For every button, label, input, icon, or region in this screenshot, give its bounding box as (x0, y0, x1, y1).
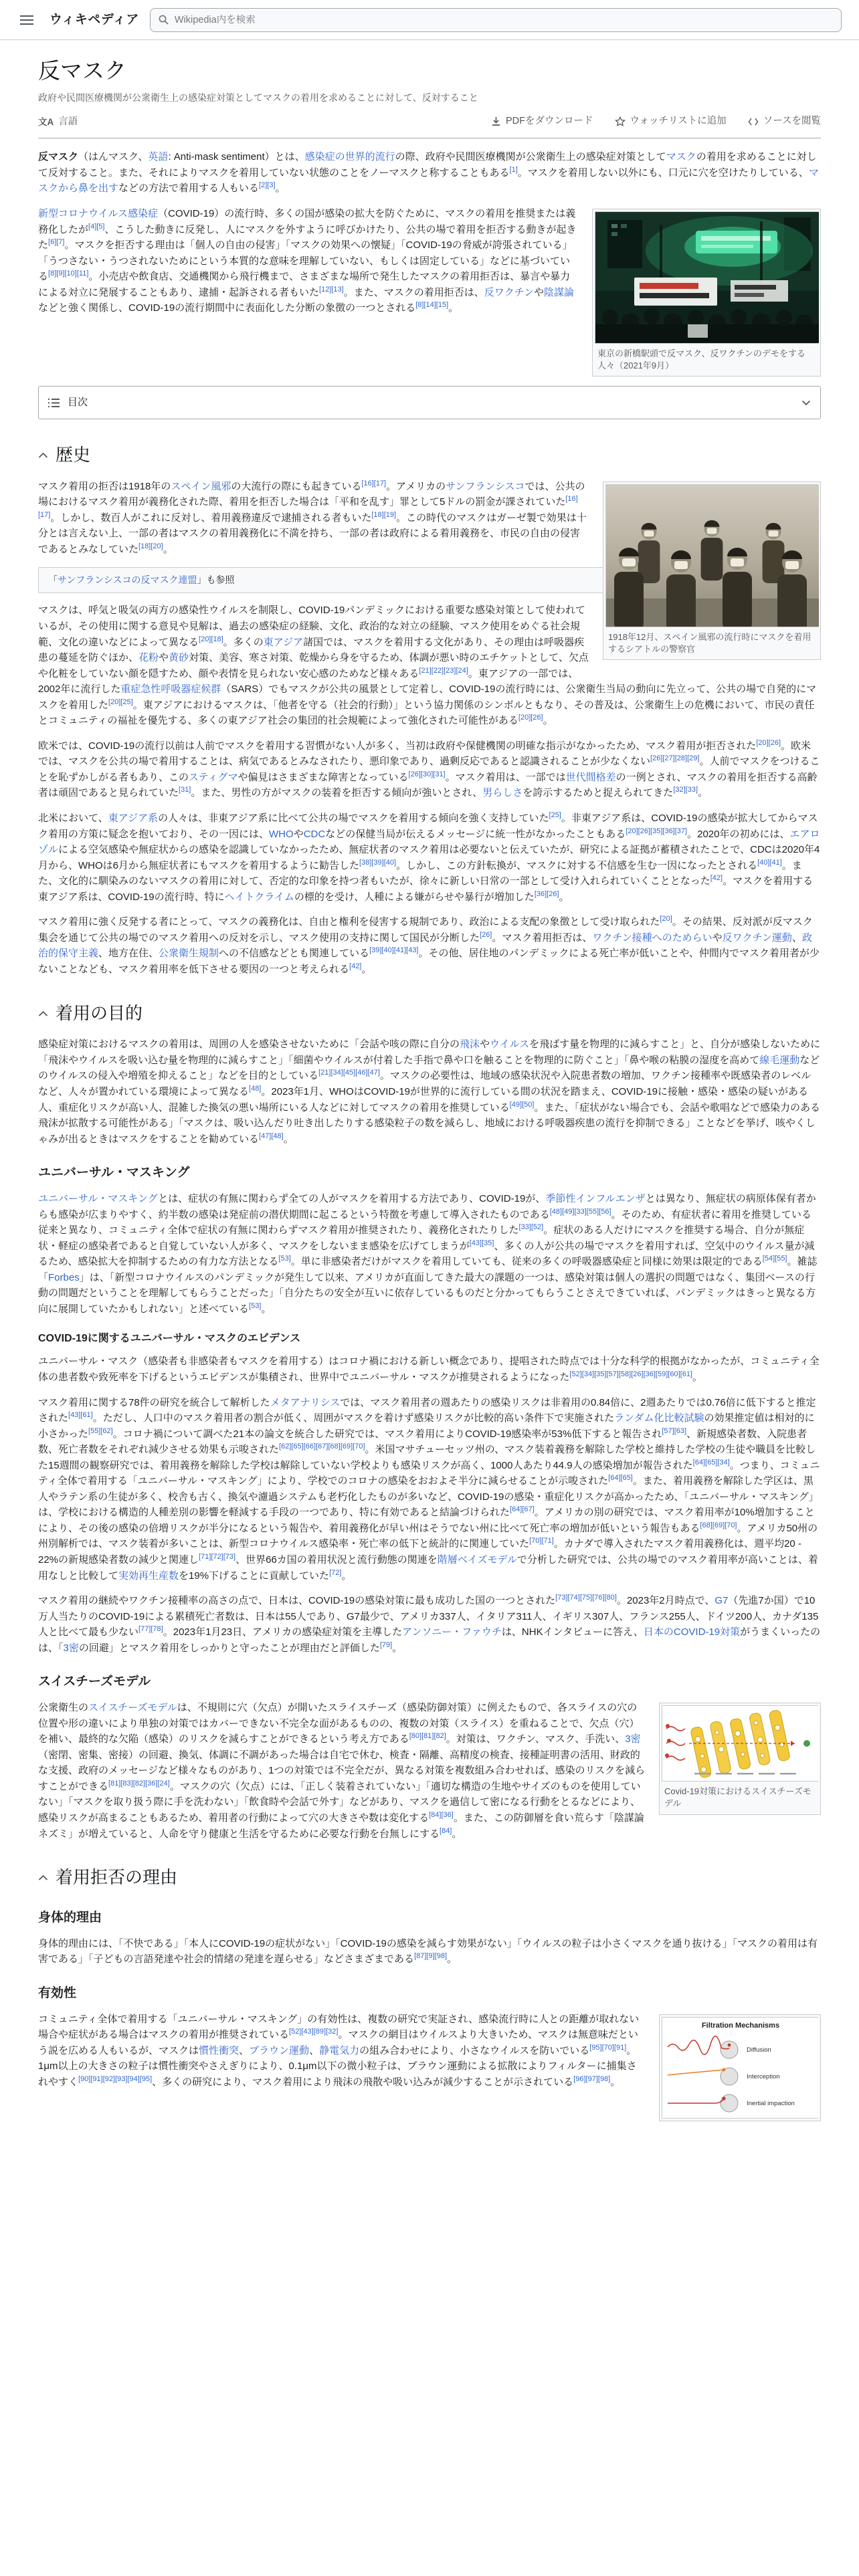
filtration-label-interception: Interception (747, 2072, 780, 2080)
language-label: 言語 (58, 116, 78, 128)
toc-list-icon (48, 399, 60, 407)
filtration-label-diffusion: Diffusion (747, 2046, 771, 2054)
watchlist-button[interactable] (615, 114, 727, 129)
paragraph: マスクは、呼気と吸気の両方の感染性ウイルスを制限し、COVID-19パンデミックにおける重要な感染対策として使われているが、その使用に関する意見や見解は、過去の感染症の経験、文化、政治的な対立の経験、マスク使用をめぐる社会規範、文化の違いなどによって異なる[20][18]。多くの東アジア諸国では、マスクを着用する文化があり、その理由は呼吸器疾患の蔓延を防ぐほか、花粉や黄砂対策、美容、寒さ対策、乾燥から身を守るため、体調が悪い時のエチケットとして、欠点や化粧をしていない顔を隠すため、顔や表情を見られない安心感のためなど様々ある[21][22][23][24]。東アジアの一部では、2002年に流行した重症急性呼吸器症候群（SARS）でもマスクが公共の風景として定着し、COVID-19の流行時には、公衆衛生当局の動向に先立って、公共の場で自発的にマスクを着用した[20][25]。東アジアにおけるマスクは、「他者を守る（社会的行動）」という協力関係のシンボルともなり、その普及は、公衆衛生上の危機において、市民の責任とコミュニティの福祉を優先する、多くの東アジア社会の集団的社会規範によって強化された可能性がある[20][26]。 (38, 605, 817, 727)
filtration-title: Filtration Mechanisms (701, 2021, 780, 2030)
history-figure (603, 481, 821, 660)
history-heading (38, 442, 821, 469)
chevron-down-icon (801, 400, 811, 406)
paragraph: 新型コロナウイルス感染症（COVID-19）の流行時、多くの国が感染の拡大を防ぐために、マスクの着用を推奨または義務化したが[4][5]、こうした動きに反発し、人にマスクを外すように呼びかけたり、公共の場で着用を拒否する動きが起きた[6][7]。マスクを拒否する理由は「個人の自由の侵害」「マスクの効果への懐疑」「COVID-19の脅威が誇張されている」「うつさない・うつされないためにという本質的な意味を理解していない、もしくは固定している」などに基づいている[8][9][10][11]。小売店や飲食店、交通機関から飛行機まで、さまざまな場所で発生したマスクの着用拒否は、暴言や暴力による対立に発展することもあり、逮捕・起訴される者もいた[12][13]。また、マスクの着用拒否は、反ワクチンや陰謀論などと強く関係し、COVID-19の流行期間中に表面化した分断の象徴の一つとされる[8][14][15]。 (38, 208, 577, 314)
collapse-section-icon[interactable] (38, 1874, 48, 1881)
wikipedia-logo[interactable]: ウィキペディア (50, 12, 139, 27)
history-heading-text: 歴史 (56, 445, 91, 465)
page-tools (38, 114, 821, 139)
filtration-figure (659, 2014, 821, 2121)
universal-masking-heading: ユニバーサル・マスキング (38, 1166, 190, 1180)
page-title: 反マスク (38, 60, 126, 84)
view-source-button[interactable] (748, 114, 821, 129)
swiss-cheese-caption: Covid-19対策におけるスイスチーズモデル (664, 1786, 812, 1809)
swiss-cheese-heading: スイスチーズモデル (38, 1675, 151, 1689)
paragraph: ユニバーサル・マスキングとは、症状の有無に関わらず全ての人がマスクを着用する方法であり、COVID-19が、季節性インフルエンザとは異なり、無症状の病原体保有者からも感染が広まりやすく、約半数の感染は発症前の潜伏期間に起こるという特徴を考慮して導入されたものである[48][49][33][55][56]。そのため、有症状者に着用を推奨している従来と異なり、コミュニティ全体で症状の有無に関わらずマスク着用が推奨されたり、義務化されたりした[33][52]。症状のある人だけにマスクを推奨する場合、自分が無症状・軽症の感染者であると自覚していない人が多く、マスクをしないまま感染を広げてしまうが[43][35]、多くの人が公共の場でマスクを着用すれば、空気中のウイルス量が減るため、感染拡大を抑制するための有力な方法となる[53]。単に非感染者だけがマスクを着用していても、従来の多くの呼吸器感染症と同様に効果は限定的である[54][55]。雑誌「Forbes」は、「新型コロナウイルスのパンデミックが発生して以来、アメリカが直面してきた最大の課題の一つは、感染対策は個人の選択の問題ではなく、集団ベースの行動の問題だということを理解してもらうことだった」「自分たちの安全が互いに依存しているものだと分かってもらうことさえできていれば、パンデミックはきっと異なる方向に展開していたかもしれない」と述べている[53]。 (38, 1192, 818, 1315)
view-source-label: ソースを閲覧 (763, 116, 821, 127)
site-header (0, 0, 859, 40)
paragraph: 身体的理由には、「不快である」「本人にCOVID-19の症状がない」「COVID-19の感染を減らす効果がない」「ウイルスの粒子は小さくマスクを通り抜ける」「マスクの着用は有害である」「子どもの言語発達や社会的情緒の発達を遅らせる」などさまざまである[87][9][98]。 (38, 1937, 818, 1965)
search-box[interactable] (150, 8, 842, 32)
spanish-flu-police-photo[interactable] (605, 484, 818, 627)
paragraph: 北米において、東アジア系の人々は、非東アジア系に比べて公共の場でマスクを着用する傾向を強く支持していた[25]。非東アジア系は、COVID-19の感染が拡大してからマスク着用の方策に疑念を抱いており、その一因には、WHOやCDCなどの保健当局が伝えるメッセージに統一性がなかったこともある[20][26][35][36][37]。2020年の初めには、エアロゾルによる空気感染や無症状からの感染を認識していなかったため、無症状者のマスク着用は必要ないと伝えていたが、研究による証拠が蓄積されたことで、CDCは2020年4月から、WHOは6月から無症状者にもマスクを着用するように勧告した[38][39][40]。しかし、この方針転換が、マスクに対する不信感を生む一因になったとされる[40][41]。また、文化的に馴染みのないマスクの着用に対して、否定的な印象を持つ者もいたが、徐々に新しい日常の一部として受け入れられていくこととなった[42]。マスクを着用する東アジア系は、COVID-19の流行時、特にヘイトクライムの標的を受け、人種による嫌がらせや暴行が増加した[36][26]。 (38, 811, 820, 903)
filtration-label-impaction: Inertial impaction (747, 2099, 795, 2107)
refusal-heading-text: 着用拒否の理由 (56, 1868, 178, 1888)
paragraph: マスク着用の継続やワクチン接種率の高さの点で、日本は、COVID-19の感染対策に最も成功した国の一つとされた[73][74][75][76][80]。2023年2月時点で、G7（先進7か国）で10万人当たりのCOVID-19による累積死亡者数は、日本は55人であり、G7最少で、アメリカ337人、イタリア311人、イギリス307人、フランス255人、ドイツ200人、カナダ135人と比べて最も少ない[77][78]。2023年1月23日、アメリカの感染症対策を主導したアンソニー・ファウチは、NHKインタビューに答え、日本のCOVID-19対策がうまくいったのは、「3密の回避」とマスク着用をしっかりと守ったことが理由だと評価した[79]。 (38, 1594, 821, 1654)
see-also-hatnote: 「サンフランシスコの反マスク連盟」も参照 (38, 567, 821, 594)
section-refusal (38, 1864, 821, 2107)
language-button[interactable] (38, 114, 78, 130)
lead-section (38, 149, 821, 371)
lead-figure-caption: 東京の新橋駅頭で反マスク、反ワクチンのデモをする人々（2021年9月） (597, 348, 805, 371)
paragraph: ユニバーサル・マスク（感染者も非感染者もマスクを着用する）はコロナ禍における新しい概念であり、提唱された時点では十分な科学的根拠がなかったが、コミュニティ全体の患者数や致死率を下げるというエビデンスが集積され、世界中でユニバーサル・マスクが推奨されるようになった[52][34][35][57][58][26][36][59][60][61]。 (38, 1356, 820, 1383)
search-input[interactable] (175, 15, 833, 25)
paragraph: マスク着用に関する78件の研究を統合して解析したメタアナリシスでは、マスク着用者の週あたりの感染リスクは非着用の0.84倍に、2週あたりでは0.76倍に低下すると推定された[43][61]。ただし、人口中のマスク着用者の割合が低く、周囲がマスクを着けず感染リスクが比較的高い条件下で実施されたランダム化比較試験の効果推定値は相対的に小さかった[55][62]。コロナ禍について調べた21本の論文を統合した研究では、マスク着用によりCOVID-19感染率が53%低下すると報告され[57][63]、新規感染者数、入院患者数、死亡者数をそれぞれ減少させる効果も示唆された[62][65][66][67][68][69][70]。米国マサチューセッツ州の、マスク装着義務を解除した学校と維持した学校の生徒や職員を比較した15週間の観察研究では、着用義務を解除した学校は解除していない学校よりも感染リスクが高く、1000人あたり44.9人の感染増加が報告された[64][65][34]。つまり、コミュニティ全体で着用する「ユニバーサル・マスキング」により、学校でのコロナの感染をおおよそ半分に減らせることが示唆された[64][65]。また、着用義務を解除した学区は、黒人やラテン系の生徒が多く、校舎も古く、換気や濾過システムも老朽化したものが多いなど、COVID-19の感染・重症化リスクが高かったため、「ユニバーサル・マスキング」は、学校における構造的人種差別の影響を軽減する手段の一つであり、特に有効であると結論づけられた[64][67]。アメリカの別の研究では、マスク着用率が10%増加することにより、その後の感染の倍増リスクが半分になるという報告や、着用義務化が早い州はそうでない州に比べて死亡率の増加が低いという報告もある[68][69][70]。アメリカ50州の州別解析では、マスク装着が多いことは、新型コロナウイルス感染率・死亡率の低下と統計的に関連していた[70][71]。カナダで導入されたマスク着用義務化は、週平均20 - 22%の新規感染者数の減少と関連し[71][72][73]、世界66カ国の着用状況と流行動態の関連を階層ベイズモデルで分析した研究では、公共の場でのマスク着用率が高いことは、着用なしと比較して実効再生産数を19%下げることに貢献していた[72]。 (38, 1396, 820, 1582)
section-purpose (38, 1000, 821, 1842)
paragraph: 反マスク（はんマスク、英語: Anti-mask sentiment）とは、感染症の世界的流行の際、政府や民間医療機関が公衆衛生上の感染症対策としてマスクの着用を求めることに対して反対すること。また、それによりマスクを着用していない状態のことをノーマスクと称することもある[1]。マスクを着用しない以外にも、口元に穴を空けたりしている、マスクから鼻を出すなどの方法で着用する人もいる[2][3]。 (38, 151, 819, 195)
source-code-icon (748, 117, 759, 126)
paragraph: マスク着用に強く反発する者にとって、マスクの義務化は、自由と権利を侵害する規制であり、政治による支配の象徴として受け取られた[20]。その結果、反対派が反マスク集会を通じて公共の場でのマスク着用への反対を示し、マスク使用の支持に関して国民が分断した[26]。マスク着用拒否は、ワクチン接種へのためらいや反ワクチン運動、政治的保守主義、地方在住、公衆衛生規制への不信感などとも関連している[39][40][41][43]。その他、居住地のパンデミックによる死亡率が低いことや、仲間内でマスク着用者が少ないことなども、マスク着用率を低下させる要因の一つと考えられる[42]。 (38, 915, 820, 975)
language-icon: 文A (38, 117, 54, 128)
collapse-section-icon[interactable] (38, 1010, 48, 1017)
toc-label: 目次 (68, 397, 88, 409)
paragraph: 公衆衛生のスイスチーズモデルは、不規則に穴（欠点）が開いたスライスチーズ（感染防御対策）に例えたもので、各スライスの穴の位置や形の違いにより単独の対策ではカバーできない不完全な面があるものの、複数の対策（スライス）を重ねることで、欠点（穴）を補い、最終的な欠陥（感染）のリスクを減らすことができるという考え方である[80][81][82]。対策は、ワクチン、マスク、手洗い、3密（密閉、密集、密接）の回避、換気、体調に不調があった場合は自宅で休む、検査・隔離、高精度の検査、接種証明書の活用、財政的な支援、政府のメッセージなど様々なものがあり、1つの対策では不完全だが、異なる対策を複数組み合わせれば、感染のリスクを減らすことができる[81][83][82][36][24]。マスクの穴（欠点）には、「正しく装着されていない」「適切な構造の生地やサイズのものを使用していない」「マスクを取り扱う際に手を洗わない」「飲食時や会話で外す」などがあり、マスクを過信して密になる行動をとるなどにより、感染リスクが高まることもあるため、着用者の行動によって穴の大きさや数は変化する[84][36]。また、この防御層を食い荒らす「陰謀論ネズミ」が増えていると、人命を守り健康と生活を守るために必要な行動を台無しにする[84]。 (38, 1702, 646, 1840)
download-pdf-label: PDFをダウンロード (506, 115, 593, 126)
swiss-cheese-figure (659, 1703, 821, 1814)
physical-reasons-heading: 身体的理由 (38, 1910, 102, 1925)
filtration-mechanisms-diagram[interactable] (662, 2017, 818, 2119)
refusal-heading (38, 1864, 821, 1892)
download-icon (491, 116, 501, 126)
effectiveness-heading: 有効性 (38, 1985, 77, 2000)
swiss-cheese-diagram[interactable] (662, 1705, 818, 1782)
purpose-heading-text: 着用の目的 (56, 1003, 143, 1023)
paragraph: コミュニティ全体で着用する「ユニバーサル・マスキング」の有効性は、複数の研究で実証され、感染流行時に人との距離が取れない場合や症状がある場合はマスクの着用が推奨されている[52][43][89][32]。マスクの網目はウイルスより大きいため、マスクは無意味だという説を広める人もいるが、マスクは慣性衝突、ブラウン運動、静電気力の組み合わせにより、小さなウイルスを防いでいる[95][70][91]。1μm以上の大きさの粒子は慣性衝突やさえぎりにより、0.1μm以下の微小粒子は、ブラウン運動による拡散によりフィルターに捕集されやすく[90][91][92][93][94][95]、多くの研究により、マスク着用により飛沫の飛散や吸い込みが減少することが示されている[96][97][98]。 (38, 2013, 640, 2088)
article-content (0, 40, 859, 2107)
paragraph: 感染症対策におけるマスクの着用は、周囲の人を感染させないために「会話や咳の際に自分の飛沫やウイルスを飛ばす量を物理的に減らすこと」と、自分が感染しないために「飛沫やウイルスを吸い込む量を物理的に減らすこと」「細菌やウイルスが付着した手指で鼻や口を触ることを物理的に防ぐこと」「鼻や喉の粘膜の湿度を高めて線毛運動などのウイルスの侵入や増殖を抑えること」などを目的としている[21][34][45][46][47]。マスクの必要性は、地域の感染状況や入院患者数の増加、ワクチン接種率や既感染者のレベルなど、人々が置かれている環境によって異なる[48]。2023年1月、WHOはCOVID-19が世界的に流行している間の状況を踏まえ、COVID-19に接触・感染・感染の疑いがある人、重症化リスクが高い人、混雑した換気の悪い場所にいる人などに対してマスクの着用を推奨している[49][50]。また、「症状がない場合でも、会話や歌唱などで感染力のある飛沫が拡散する可能性がある」「マスクは、吸い込んだり吐き出したりする感染粒子の数を減らし、地域における呼吸器疾患の流行を抑制できる」ことなどを挙げ、咳やくしゃみが出るときはマスクをすることを勧めている[47][48]。 (38, 1039, 821, 1145)
watchlist-label: ウォッチリストに追加 (630, 115, 727, 126)
download-pdf-button[interactable] (491, 114, 593, 129)
section-history (38, 442, 821, 978)
paragraph: 欧米では、COVID-19の流行以前は人前でマスクを着用する習慣がない人が多く、当初は政府や保健機関の明確な指示がなかったため、マスク着用が拒否された[20][26]。欧米では、マスクを公共の場で着用することは、病気であるとみなされたり、悪印象であり、過剰反応であると認識されることが少なくない[26][27][28][29]。人前でマスクをつけることを恥ずかしがる者もあり、このスティグマや偏見はさまざまな障害となっている[26][30][31]。マスク着用は、一部では世代間格差の一例とされ、マスクの着用を拒否する高齢者は頑固であると見られていた[31]。また、男性の方がマスクの装着を拒否する傾向が強いとされ、男らしさを誇示するためと捉えられてきた[32][33]。 (38, 738, 820, 799)
paragraph: マスク着用の拒否は1918年のスペイン風邪の大流行の際にも起きている[16][17]。アメリカのサンフランシスコでは、公共の場におけるマスク着用が義務化された際、着用を拒否した場合は「平和を乱す」罪として5ドルの罰金が課されていた[16][17]。しかし、数百人がこれに反対し、着用義務違反で逮捕される者もいた[18][19]。この時代のマスクはガーゼ製で効果は十分とは言えない上、一部の者はマスクの着用義務化に不満を持ち、一部の者は政府による着用義務を、市民の自由の侵害であるとみなしていた[18][20]。 (38, 479, 587, 555)
lead-figure (592, 209, 821, 377)
search-icon (159, 15, 169, 25)
protest-photo[interactable] (595, 211, 818, 344)
toc-bar[interactable] (38, 386, 821, 419)
hamburger-icon (20, 15, 33, 25)
collapse-section-icon[interactable] (38, 452, 48, 459)
star-icon (615, 116, 626, 126)
history-figure-caption: 1918年12月、スペイン風邪の流行時にマスクを着用するシアトルの警察官 (608, 631, 812, 654)
main-menu-button[interactable] (15, 10, 39, 30)
evidence-heading: COVID-19に関するユニバーサル・マスクのエビデンス (38, 1333, 301, 1345)
short-description: 政府や民間医療機関が公衆衛生上の感染症対策としてマスクの着用を求めることに対して、反対すること (38, 92, 478, 103)
purpose-heading (38, 1000, 821, 1028)
